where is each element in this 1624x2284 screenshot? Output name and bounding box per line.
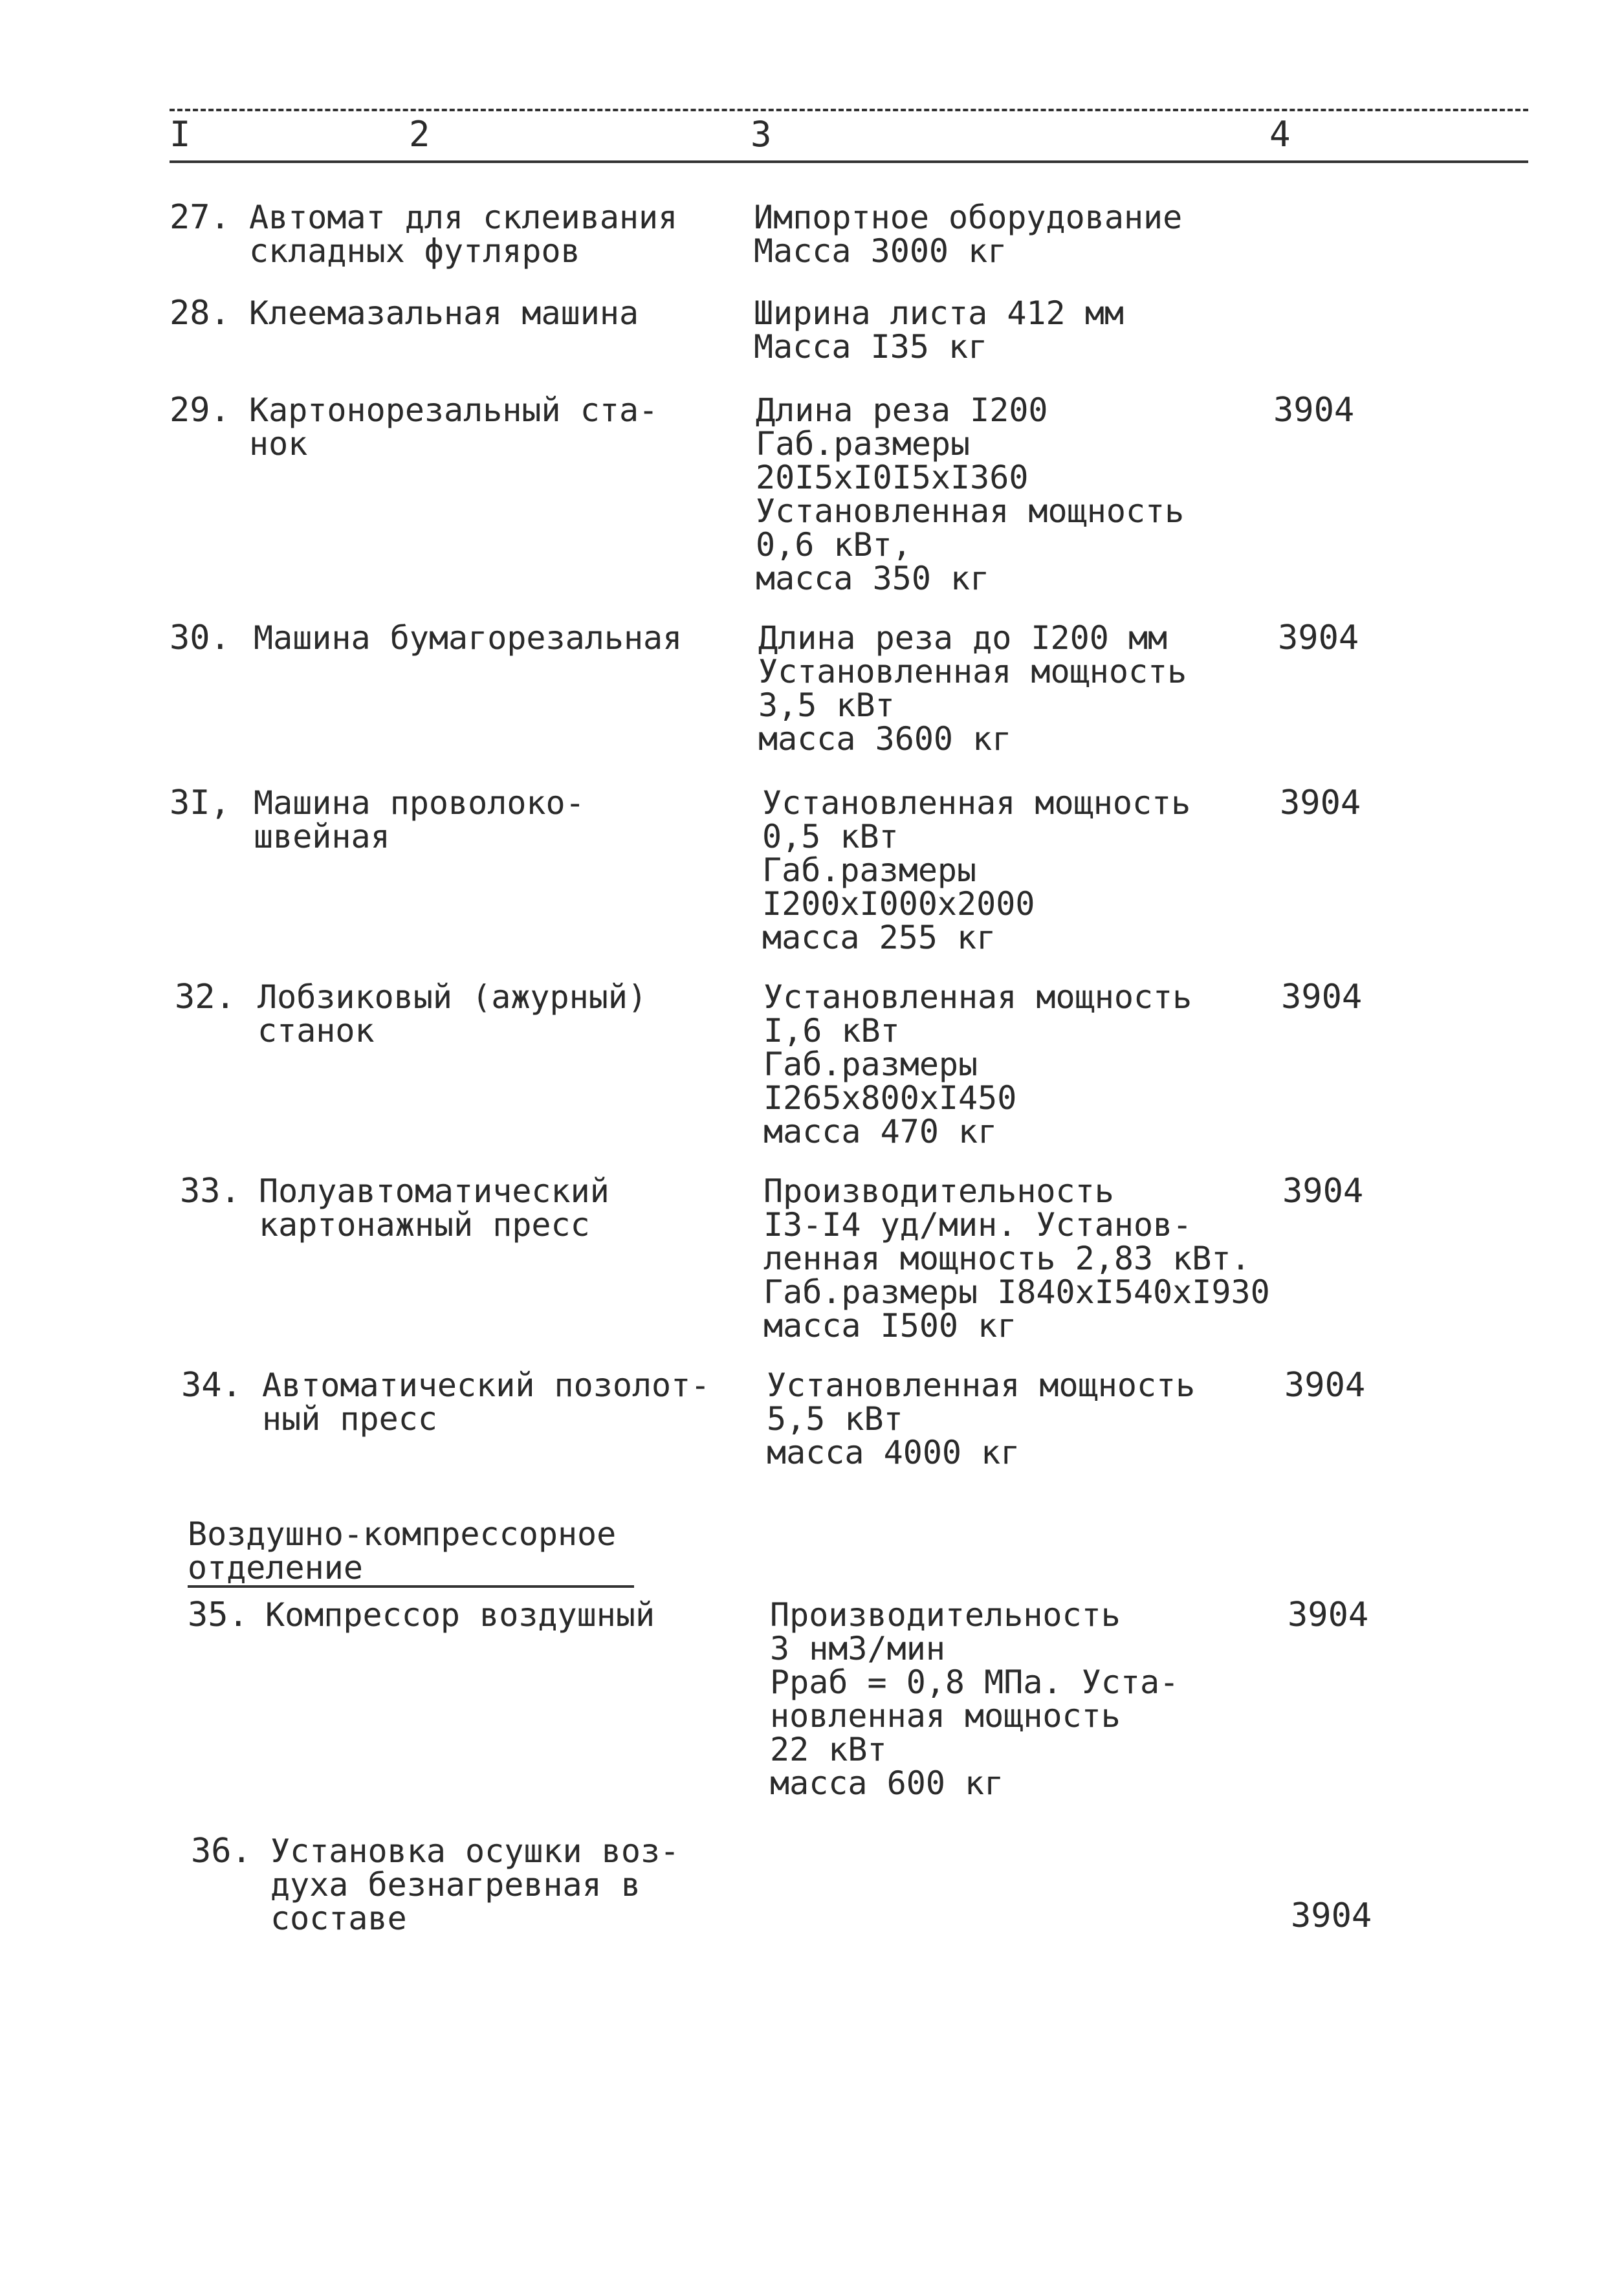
spec-line: Установленная мощность bbox=[758, 653, 1187, 690]
column-header-2: 2 bbox=[409, 114, 430, 155]
spec-line: Масса 3000 кг bbox=[754, 232, 1007, 270]
entry-number: 30. bbox=[170, 619, 230, 657]
spec-line: Установленная мощность bbox=[762, 784, 1191, 822]
entry-name: Автомат для склеивания складных футляров bbox=[249, 199, 678, 270]
entry-name: Клеемазальная машина bbox=[249, 294, 639, 332]
section-title-line: отделение bbox=[188, 1549, 363, 1587]
header-top-rule bbox=[170, 109, 1528, 111]
column-header-3: 3 bbox=[751, 114, 772, 155]
spec-line: I200xI000x2000 bbox=[762, 885, 1035, 923]
entry-spec bbox=[767, 1368, 1349, 1469]
spec-line: 22 кВт bbox=[770, 1731, 887, 1768]
entry-code: 3904 bbox=[1291, 1896, 1372, 1935]
spec-line: ленная мощность 2,83 кВт. bbox=[763, 1240, 1251, 1277]
column-header-4: 4 bbox=[1269, 114, 1291, 155]
entry-name: Автоматический позолот- ный пресс bbox=[262, 1367, 710, 1438]
spec-line: Ширина листа 412 мм bbox=[754, 294, 1124, 332]
entry-spec bbox=[756, 393, 1338, 595]
spec-line: I,6 кВт bbox=[763, 1012, 900, 1049]
spec-line: Импортное оборудование bbox=[754, 199, 1183, 236]
entry-spec bbox=[763, 980, 1346, 1148]
spec-line: 5,5 кВт bbox=[767, 1400, 903, 1438]
entry-code: 3904 bbox=[1284, 1366, 1366, 1405]
spec-line: Установленная мощность bbox=[756, 492, 1185, 530]
spec-line: масса 3600 кг bbox=[758, 720, 1012, 758]
spec-line: 0,6 кВт, bbox=[756, 526, 912, 564]
entry-name: Компрессор воздушный bbox=[265, 1596, 655, 1634]
spec-line: Габ.размеры bbox=[756, 425, 971, 463]
spec-line: 3,5 кВт bbox=[758, 686, 895, 724]
entry-code: 3904 bbox=[1282, 1172, 1364, 1211]
entry-spec bbox=[758, 621, 1341, 756]
spec-line: Длина реза I200 bbox=[756, 391, 1048, 429]
entry-code: 3904 bbox=[1273, 391, 1355, 430]
entry-spec bbox=[770, 1598, 1352, 1800]
spec-line: 0,5 кВт bbox=[762, 818, 899, 855]
spec-line: масса 255 кг bbox=[762, 919, 996, 956]
entry-number: 36. bbox=[191, 1832, 252, 1871]
section-heading bbox=[188, 1517, 616, 1585]
spec-line: I3-I4 уд/мин. Установ- bbox=[763, 1206, 1192, 1244]
entry-name: Машина бумагорезальная bbox=[254, 619, 683, 657]
entry-number: 35. bbox=[188, 1596, 248, 1634]
spec-line: масса I500 кг bbox=[763, 1307, 1017, 1345]
entry-name: Картонорезальный ста- нок bbox=[249, 391, 659, 463]
spec-line: 20I5xI0I5xI360 bbox=[756, 459, 1029, 496]
spec-line: Длина реза до I200 мм bbox=[758, 619, 1168, 657]
entry-number: 34. bbox=[181, 1366, 242, 1405]
spec-line: Габ.размеры I840xI540xI930 bbox=[763, 1273, 1270, 1311]
spec-line: Габ.размеры bbox=[763, 1046, 978, 1083]
entry-code: 3904 bbox=[1281, 978, 1363, 1016]
spec-line: Установленная мощность bbox=[763, 978, 1192, 1016]
entry-spec bbox=[762, 786, 1344, 954]
entry-number: 29. bbox=[170, 391, 230, 430]
spec-line: 3 нм3/мин bbox=[770, 1630, 945, 1667]
section-title-line: Воздушно-компрессорное bbox=[188, 1515, 617, 1553]
entry-number: 27. bbox=[170, 198, 230, 237]
entry-name: Установка осушки воз- духа безнагревная в составе bbox=[270, 1832, 680, 1937]
entry-name: Машина проволоко- швейная bbox=[254, 784, 585, 855]
spec-line: Рраб = 0,8 МПа. Уста- bbox=[770, 1664, 1180, 1701]
entry-name: Полуавтоматический картонажный пресс bbox=[259, 1172, 609, 1244]
column-header-1: I bbox=[170, 114, 191, 155]
header-bottom-rule bbox=[170, 160, 1528, 163]
spec-line: масса 350 кг bbox=[756, 560, 990, 597]
spec-line: масса 470 кг bbox=[763, 1113, 998, 1150]
section-underline bbox=[188, 1585, 634, 1588]
spec-line: Габ.размеры bbox=[762, 851, 977, 889]
entry-code: 3904 bbox=[1278, 619, 1359, 657]
entry-spec bbox=[754, 201, 1336, 268]
entry-code: 3904 bbox=[1288, 1596, 1369, 1634]
entry-code: 3904 bbox=[1280, 784, 1361, 822]
entry-spec bbox=[763, 1174, 1346, 1343]
spec-line: масса 4000 кг bbox=[767, 1434, 1020, 1471]
spec-line: Установленная мощность bbox=[767, 1367, 1196, 1404]
entry-number: 33. bbox=[180, 1172, 241, 1211]
entry-number: 28. bbox=[170, 294, 230, 333]
entry-spec bbox=[754, 296, 1336, 364]
spec-line: масса 600 кг bbox=[770, 1764, 1004, 1802]
entry-number: 32. bbox=[175, 978, 236, 1016]
spec-line: Производительность bbox=[763, 1172, 1114, 1210]
spec-line: Производительность bbox=[770, 1596, 1121, 1634]
entry-number: 3I, bbox=[170, 784, 230, 822]
entry-name: Лобзиковый (ажурный) станок bbox=[258, 978, 648, 1049]
spec-line: Масса I35 кг bbox=[754, 328, 988, 366]
spec-line: I265x800xI450 bbox=[763, 1079, 1017, 1117]
spec-line: новленная мощность bbox=[770, 1697, 1121, 1735]
